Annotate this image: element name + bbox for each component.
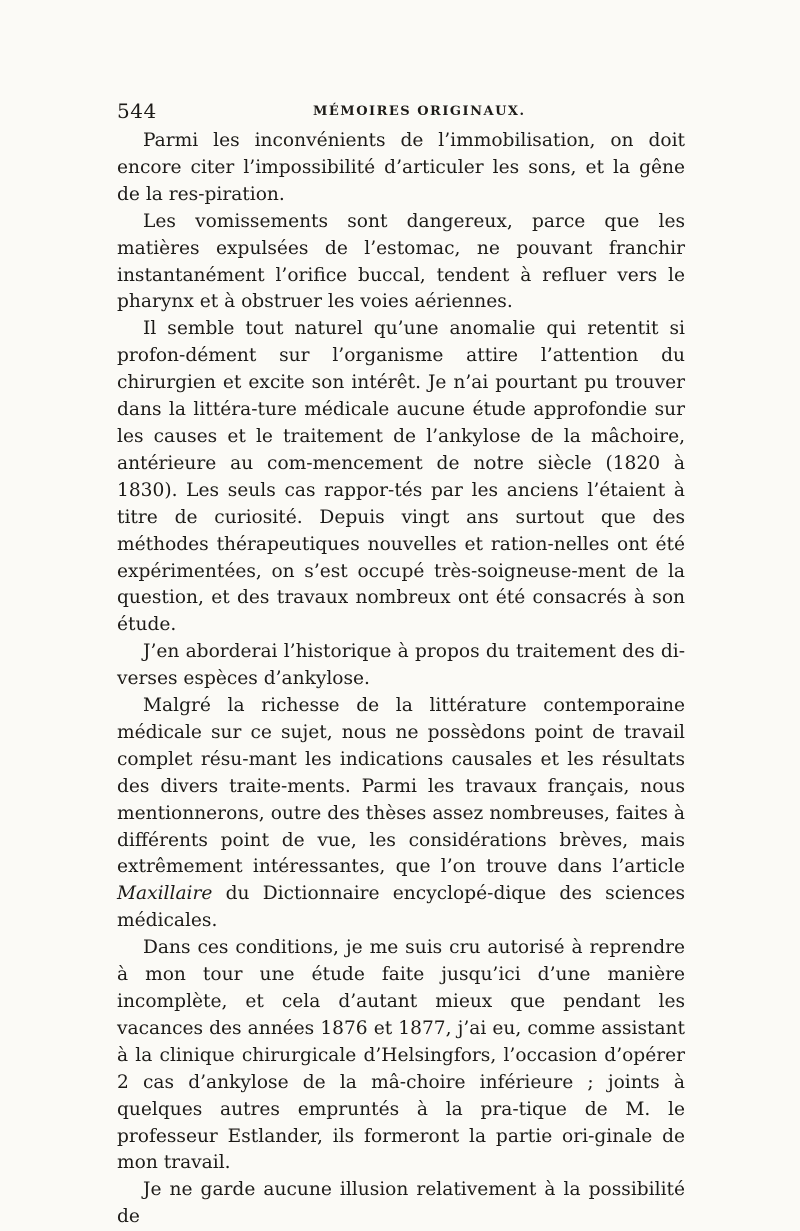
body-text [117,128,685,1231]
running-title: MÉMOIRES ORIGINAUX. [313,104,526,119]
article-title: Maxillaire [117,883,213,905]
paragraph-conditions: Dans ces conditions, je me suis cru autorisé à reprendre à mon tour une étude faite jusqu’ici d’une manière incomplète, et cela d’autant mieux que pendant les vacances des années 1876 et 1877, j’ai eu, comme assistant à la clinique chirurgicale d’Helsingfors, l’occasion d’opérer 2 cas d’ankylose de la mâ-choire inférieure ; joints à quelques autres empruntés à la pra-tique de M. le professeur Estlander, ils formeront la partie ori-ginale de mon travail. [117,937,685,1174]
page-number: 544 [117,99,157,123]
paragraph-litterature-end: du Dictionnaire encyclopé-dique des sciences médicales. [117,883,685,932]
page-header [117,99,687,129]
paragraph-litterature [117,693,685,935]
paragraph-litterature-text: Malgré la richesse de la littérature contemporaine médicale sur ce sujet, nous ne possèdons point de travail complet résu-mant les indications causales et les résultats des divers traite-ments. Parmi les travaux français, nous mentionnerons, outre des thèses assez nombreuses, faites à différents point de vue, les considérations brèves, mais extrêmement intéressantes, que l’on trouve dans l’article [117,695,685,878]
paragraph-vomissements: Les vomissements sont dangereux, parce que les matières expulsées de l’estomac, ne pouvant franchir instantanément l’orifice buccal, tendent à refluer vers le pharynx et à obstruer les voies aériennes. [117,210,685,313]
paragraph-historique: J’en aborderai l’historique à propos du traitement des di-verses espèces d’ankylose. [117,641,685,690]
paragraph-anomalie: Il semble tout naturel qu’une anomalie qui retentit si profon-dément sur l’organisme attire l’attention du chirurgien et excite son intérêt. Je n’ai pourtant pu trouver dans la littéra-ture médicale aucune étude approfondie sur les causes et le traitement de l’ankylose de la mâchoire, antérieure au com-mencement de notre siècle (1820 à 1830). Les seuls cas rappor-tés par les anciens l’étaient à titre de curiosité. Depuis vingt ans surtout que des méthodes thérapeutiques nouvelles et ration-nelles ont été expérimentées, on s’est occupé très-soigneuse-ment de la question, et des travaux nombreux ont été consacrés à son étude. [117,318,685,636]
paragraph-immobilisation: Parmi les inconvénients de l’immobilisation, on doit encore citer l’impossibilité d’articuler les sons, et la gêne de la res-piration. [117,130,685,205]
paragraph-illusion: Je ne garde aucune illusion relativement à la possibilité de [117,1179,685,1228]
